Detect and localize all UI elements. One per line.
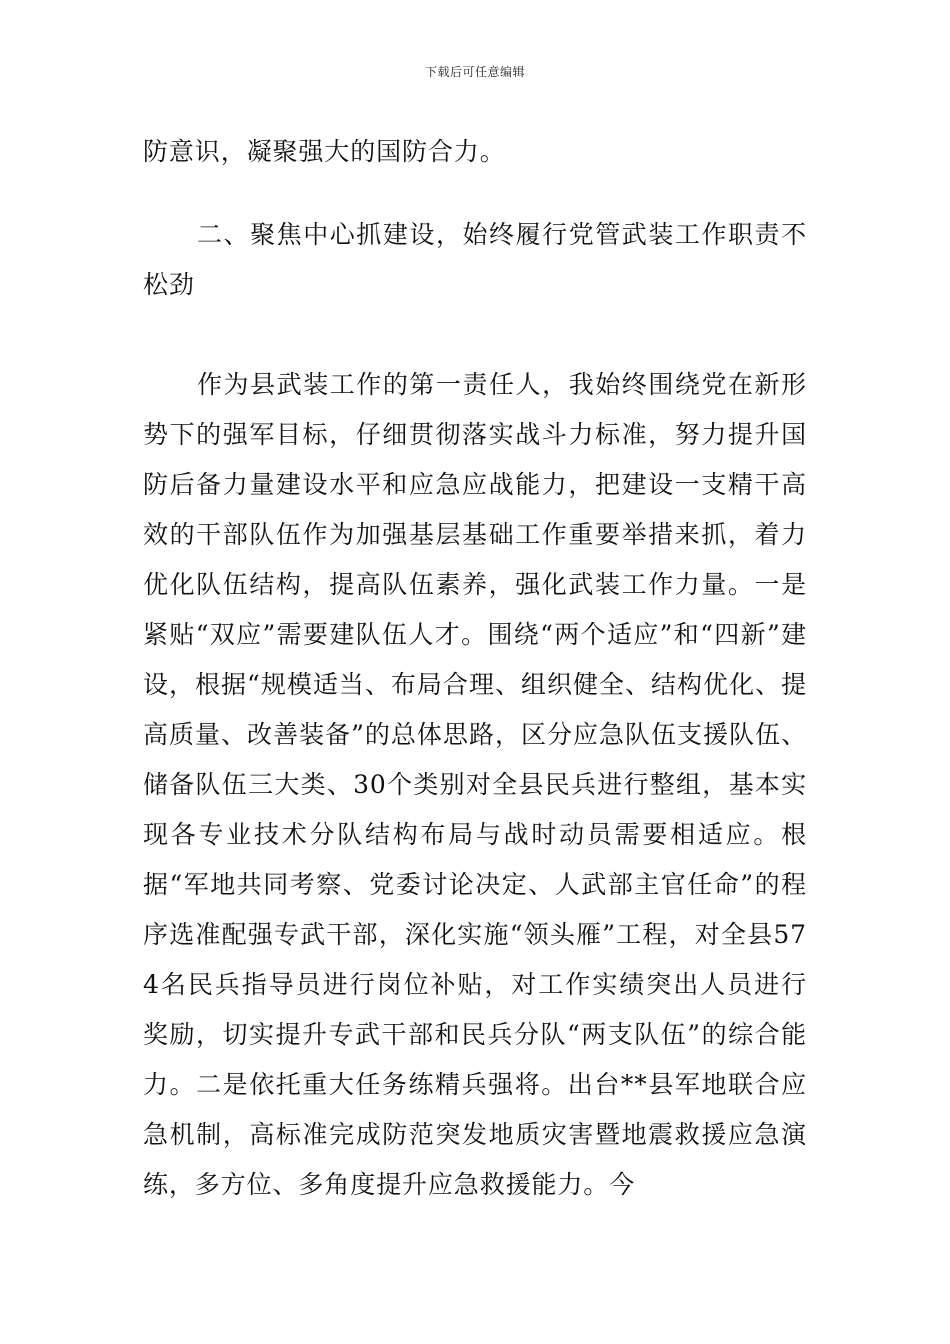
paragraph-continuation: 防意识，凝聚强大的国防合力。 [143, 137, 506, 166]
section-heading: 二、聚焦中心抓建设，始终履行党管武装工作职责不松劲 [143, 220, 807, 299]
document-body [143, 127, 807, 1210]
paragraph-body: 作为县武装工作的第一责任人，我始终围绕党在新形势下的强军目标，仔细贯彻落实战斗力标准，努力提升国防后备力量建设水平和应急应战能力，把建设一支精干高效的干部队伍作为加强基层基础工作重要举措来抓，着力优化队伍结构，提高队伍素养，强化武装工作力量。一是紧贴“双应”需要建队伍人才。围绕“两个适应”和“四新”建设，根据“规模适当、布局合理、组织健全、结构优化、提高质量、改善装备”的总体思路，区分应急队伍支援队伍、储备队伍三大类、30个类别对全县民兵进行整组，基本实现各专业技术分队结构布局与战时动员需要相适应。根据“军地共同考察、党委讨论决定、人武部主官任命”的程序选准配强专武干部，深化实施“领头雁”工程，对全县574名民兵指导员进行岗位补贴，对工作实绩突出人员进行奖励，切实提升专武干部和民兵分队“两支队伍”的综合能力。二是依托重大任务练精兵强将。出台**县军地联合应急机制，高标准完成防范突发地质灾害暨地震救援应急演练，多方位、多角度提升应急救援能力。今 [143, 370, 807, 1199]
page-header: 下载后可任意编辑 [424, 65, 525, 79]
